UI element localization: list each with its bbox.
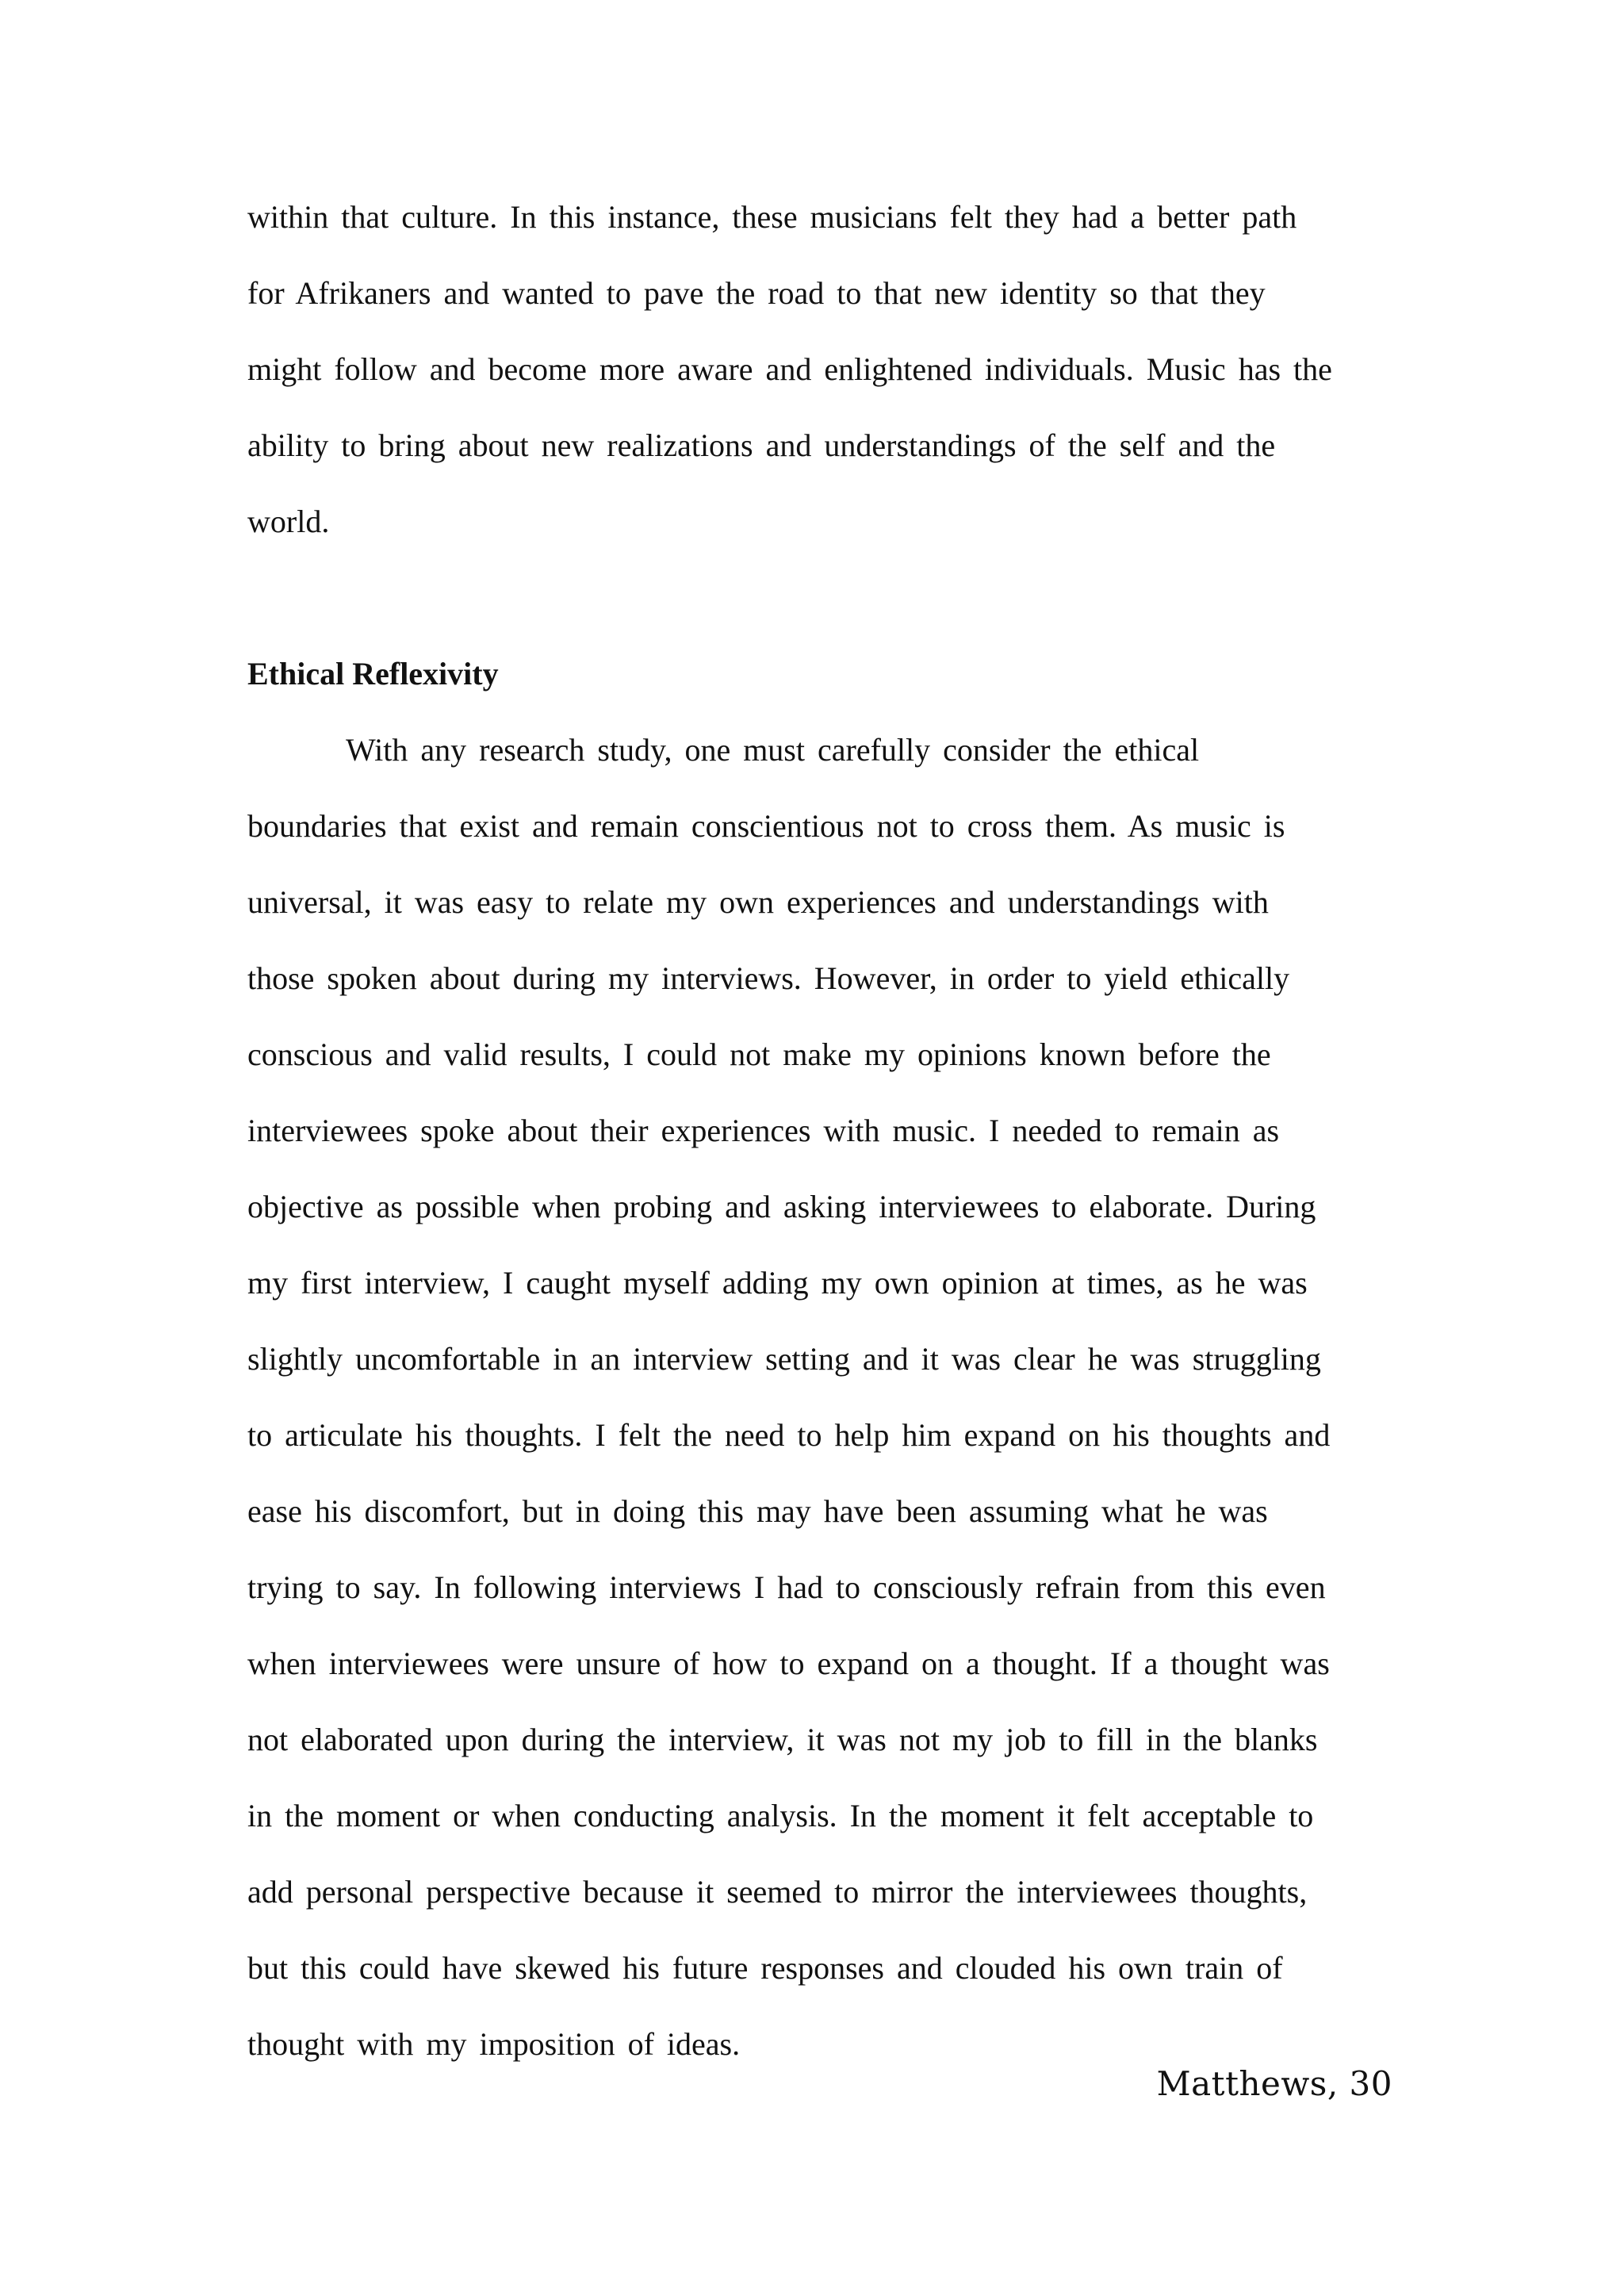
- paragraph-line: add personal perspective because it seemed to mirror the interviewees thoughts,: [247, 1874, 1308, 1910]
- paragraph-line: to articulate his thoughts. I felt the need to help him expand on his thoughts and: [247, 1417, 1331, 1453]
- paragraph-line: thought with my imposition of ideas.: [247, 2026, 741, 2062]
- paragraph-line: within that culture. In this instance, these musicians felt they had a better path: [247, 199, 1297, 235]
- section-heading: Ethical Reflexivity: [247, 656, 499, 692]
- paragraph-continuation: [247, 179, 1397, 560]
- paragraph-line: might follow and become more aware and enlightened individuals. Music has the: [247, 351, 1332, 387]
- paragraph-line: objective as possible when probing and asking interviewees to elaborate. During: [247, 1189, 1316, 1224]
- paragraph-ethical-reflexivity: [247, 712, 1397, 2082]
- paragraph-line: universal, it was easy to relate my own experiences and understandings with: [247, 884, 1269, 920]
- paragraph-line: boundaries that exist and remain conscientious not to cross them. As music is: [247, 808, 1285, 844]
- paragraph-line: ease his discomfort, but in doing this may have been assuming what he was: [247, 1493, 1268, 1529]
- page-number-footer: Matthews, 30: [1156, 2064, 1392, 2103]
- paragraph-line: ability to bring about new realizations and understandings of the self and the: [247, 427, 1276, 463]
- paragraph-line: my first interview, I caught myself adding my own opinion at times, as he was: [247, 1265, 1308, 1301]
- paragraph-line: not elaborated upon during the interview, it was not my job to fill in the blanks: [247, 1722, 1318, 1757]
- paragraph-line: in the moment or when conducting analysis. In the moment it felt acceptable to: [247, 1798, 1314, 1833]
- paragraph-line: conscious and valid results, I could not make my opinions known before the: [247, 1036, 1271, 1072]
- paragraph-line: With any research study, one must carefully consider the ethical: [346, 732, 1200, 768]
- paragraph-line: those spoken about during my interviews. However, in order to yield ethically: [247, 960, 1290, 996]
- paragraph-line: for Afrikaners and wanted to pave the road to that new identity so that they: [247, 275, 1266, 311]
- paragraph-line: but this could have skewed his future responses and clouded his own train of: [247, 1950, 1283, 1986]
- paragraph-line: slightly uncomfortable in an interview setting and it was clear he was struggling: [247, 1341, 1321, 1377]
- paragraph-line: trying to say. In following interviews I had to consciously refrain from this even: [247, 1569, 1326, 1605]
- paragraph-line: when interviewees were unsure of how to expand on a thought. If a thought was: [247, 1646, 1330, 1681]
- paragraph-line: interviewees spoke about their experiences with music. I needed to remain as: [247, 1113, 1280, 1148]
- paragraph-line: world.: [247, 504, 330, 539]
